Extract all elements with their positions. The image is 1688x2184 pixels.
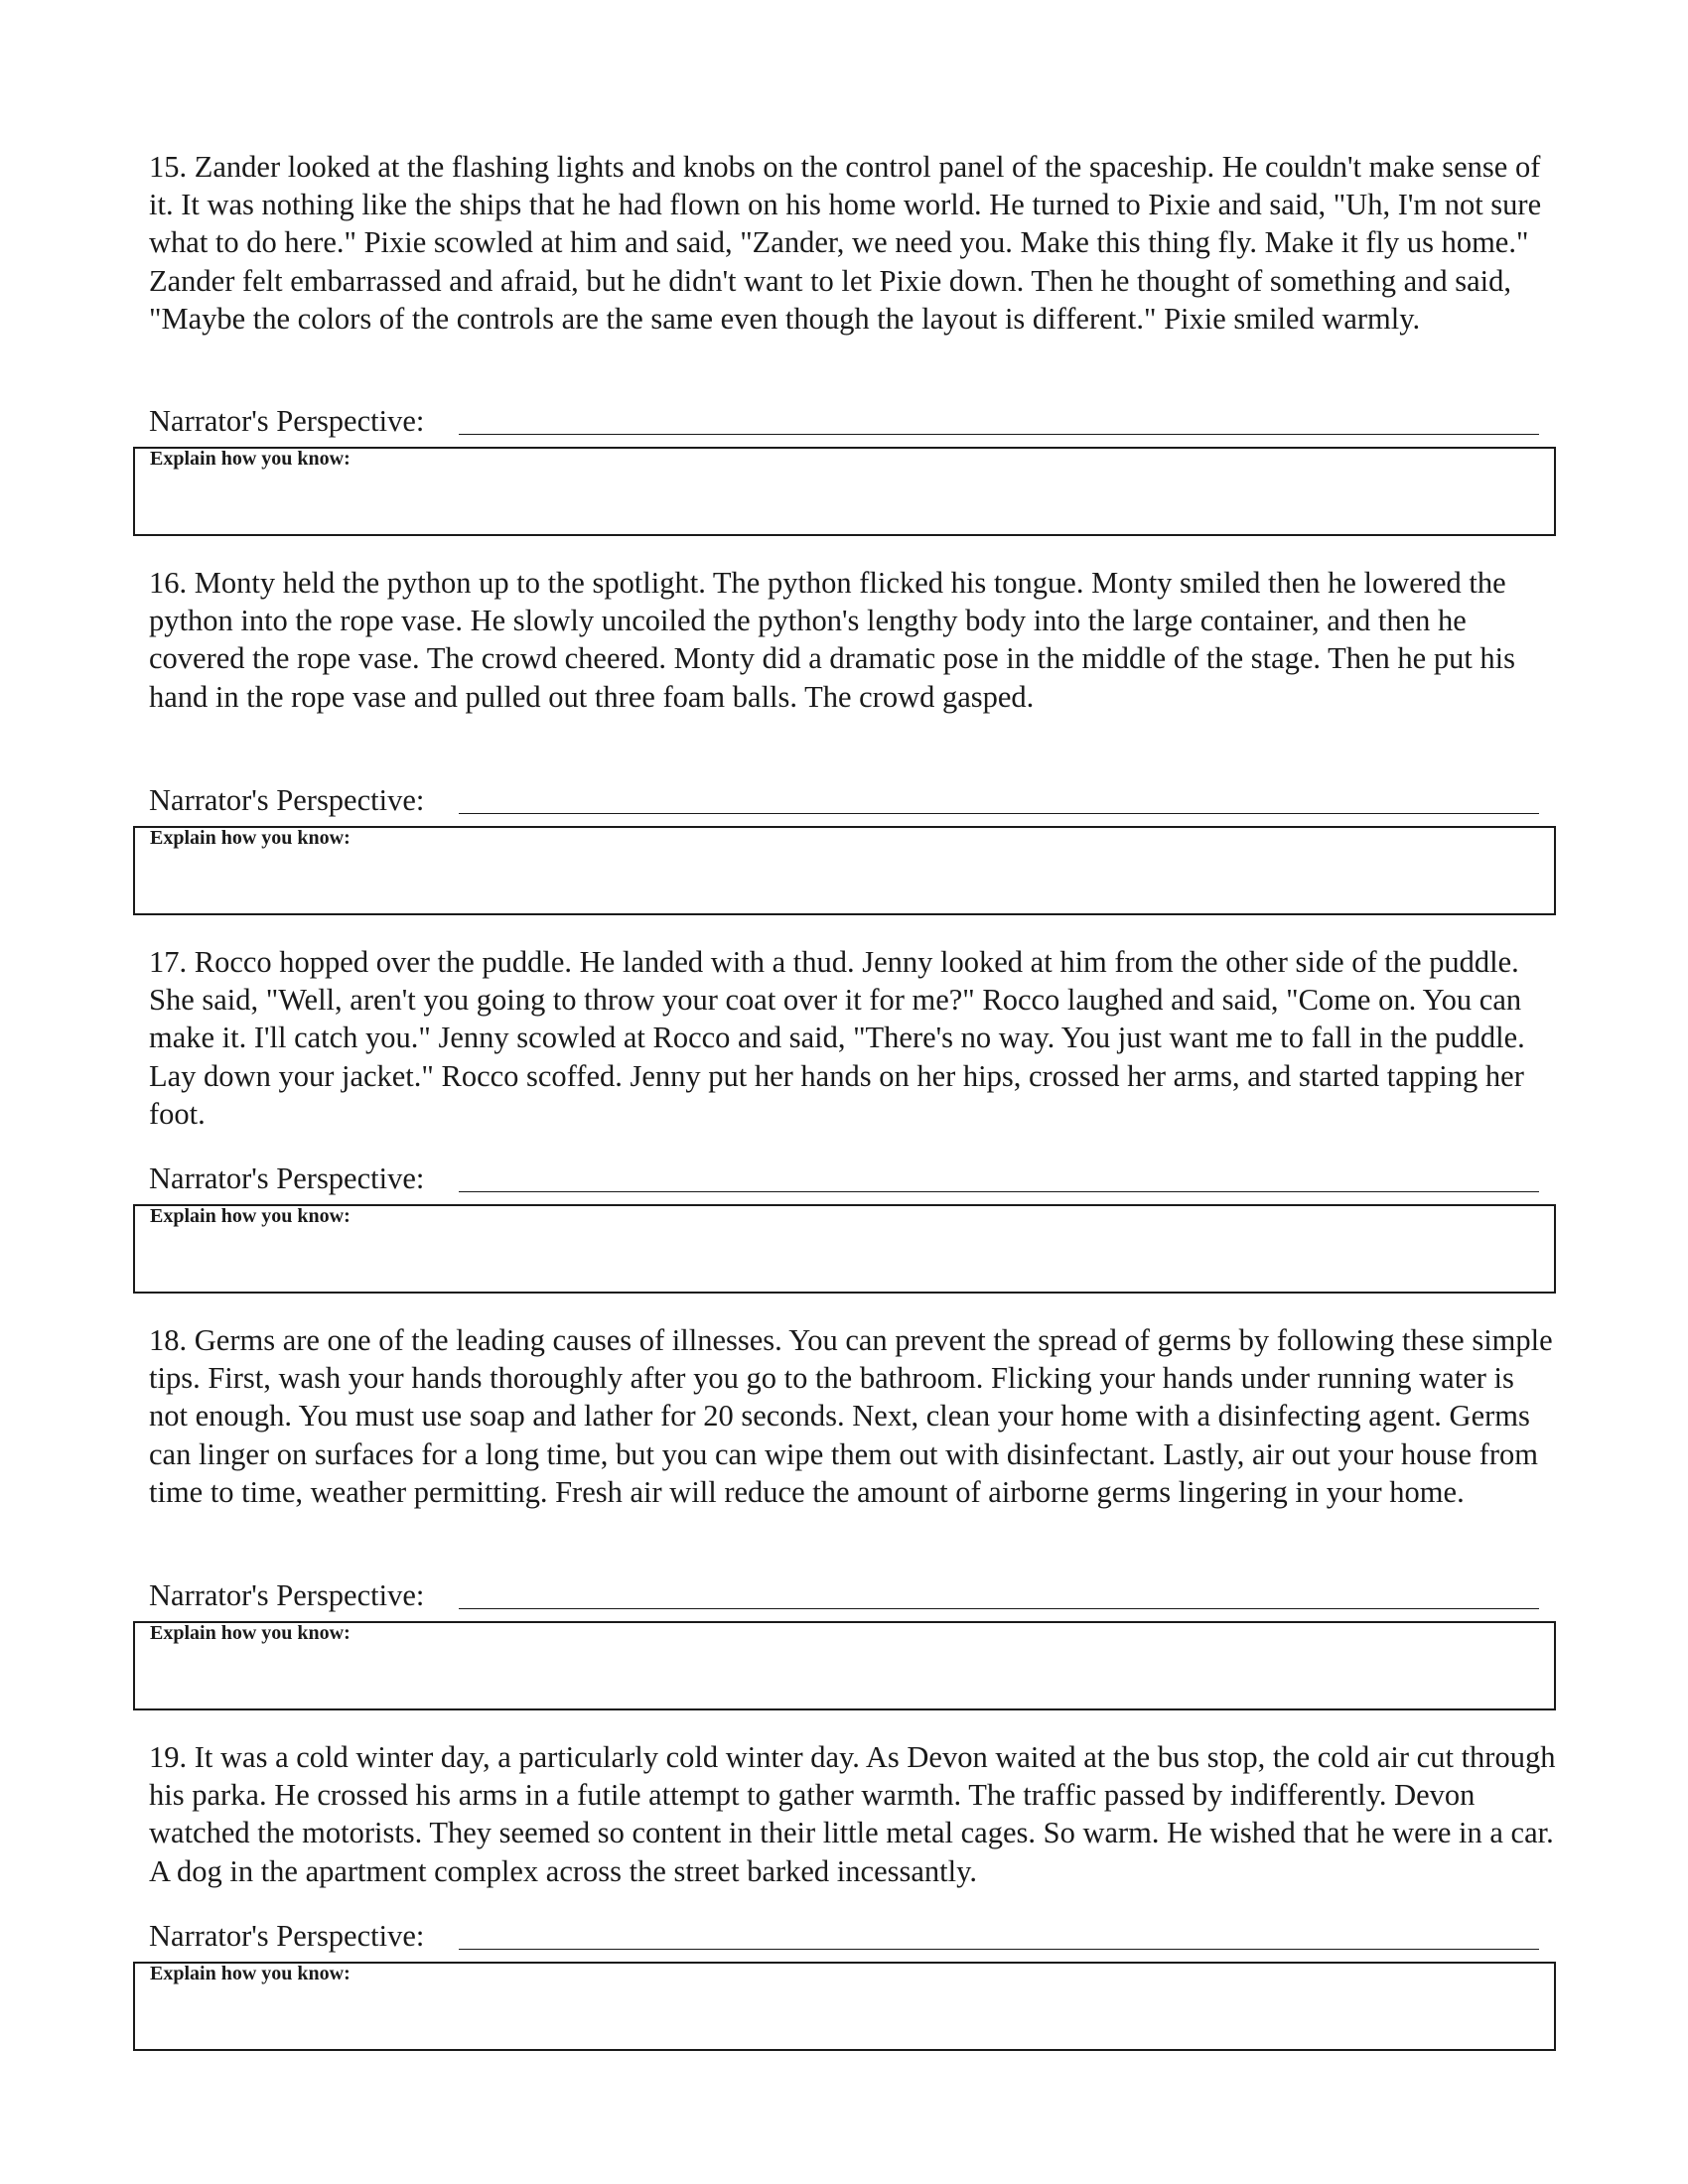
passage-text: 16. Monty held the python up to the spotlight. The python flicked his tongue. Monty smiled then he lowered the python into the rope vase. He slowly uncoiled the python's lengthy body into the large container, and then he covered the rope vase. The crowd cheered. Monty did a dramatic pose in the middle of the stage. Then he put his hand in the rope vase and pulled out three foam balls. The crowd gasped.: [149, 566, 1516, 714]
explain-answer-box[interactable]: [133, 1962, 1556, 2051]
narrator-perspective-row: [149, 780, 1539, 820]
narrator-perspective-row: [149, 1159, 1539, 1198]
narrator-perspective-row: [149, 1916, 1539, 1956]
passage-text: 19. It was a cold winter day, a particularly cold winter day. As Devon waited at the bus stop, the cold air cut through his parka. He crossed his arms in a futile attempt to gather warmth. The traffic passed by indifferently. Devon watched the motorists. They seemed so content in their little metal cages. So warm. He wished that he were in a car. A dog in the apartment complex across the street barked incessantly.: [149, 1740, 1556, 1888]
explain-answer-box[interactable]: [133, 447, 1556, 536]
narrator-perspective-answer-line[interactable]: [459, 813, 1539, 814]
passage-text: 18. Germs are one of the leading causes of illnesses. You can prevent the spread of germs by following these simple tips. First, wash your hands thoroughly after you go to the bathroom. Flicking your hands under running water is not enough. You must use soap and lather for 20 seconds. Next, clean your home with a disinfecting agent. Germs can linger on surfaces for a long time, but you can wipe them out with disinfectant. Lastly, air out your house from time to time, weather permitting. Fresh air will reduce the amount of airborne germs lingering in your home.: [149, 1323, 1553, 1509]
explain-answer-box[interactable]: [133, 1621, 1556, 1710]
passage-text: 15. Zander looked at the flashing lights and knobs on the control panel of the spaceship. He couldn't make sense of it. It was nothing like the ships that he had flown on his home world. He turned to Pixie and said, "Uh, I'm not sure what to do here." Pixie scowled at him and said, "Zander, we need you. Make this thing fly. Make it fly us home." Zander felt embarrassed and afraid, but he didn't want to let Pixie down. Then he thought of something and said, "Maybe the colors of the controls are the same even though the layout is different." Pixie smiled warmly.: [149, 150, 1542, 336]
narrator-perspective-label: Narrator's Perspective:: [149, 404, 425, 438]
explain-label: Explain how you know:: [150, 1205, 351, 1227]
explain-answer-box[interactable]: [133, 1204, 1556, 1294]
narrator-perspective-answer-line[interactable]: [459, 434, 1539, 435]
explain-label: Explain how you know:: [150, 827, 351, 849]
explain-label: Explain how you know:: [150, 448, 351, 470]
explain-label: Explain how you know:: [150, 1963, 351, 1984]
narrator-perspective-label: Narrator's Perspective:: [149, 1578, 425, 1612]
explain-label: Explain how you know:: [150, 1622, 351, 1644]
narrator-perspective-label: Narrator's Perspective:: [149, 783, 425, 817]
narrator-perspective-row: [149, 401, 1539, 441]
narrator-perspective-row: [149, 1575, 1539, 1615]
passage-text: 17. Rocco hopped over the puddle. He landed with a thud. Jenny looked at him from the other side of the puddle. She said, "Well, aren't you going to throw your coat over it for me?" Rocco laughed and said, "Come on. You can make it. I'll catch you." Jenny scowled at Rocco and said, "There's no way. You just want me to fall in the puddle. Lay down your jacket." Rocco scoffed. Jenny put her hands on her hips, crossed her arms, and started tapping her foot.: [149, 945, 1525, 1131]
explain-answer-box[interactable]: [133, 826, 1556, 915]
narrator-perspective-answer-line[interactable]: [459, 1949, 1539, 1950]
narrator-perspective-answer-line[interactable]: [459, 1191, 1539, 1192]
narrator-perspective-label: Narrator's Perspective:: [149, 1161, 425, 1195]
narrator-perspective-answer-line[interactable]: [459, 1608, 1539, 1609]
narrator-perspective-label: Narrator's Perspective:: [149, 1919, 425, 1953]
